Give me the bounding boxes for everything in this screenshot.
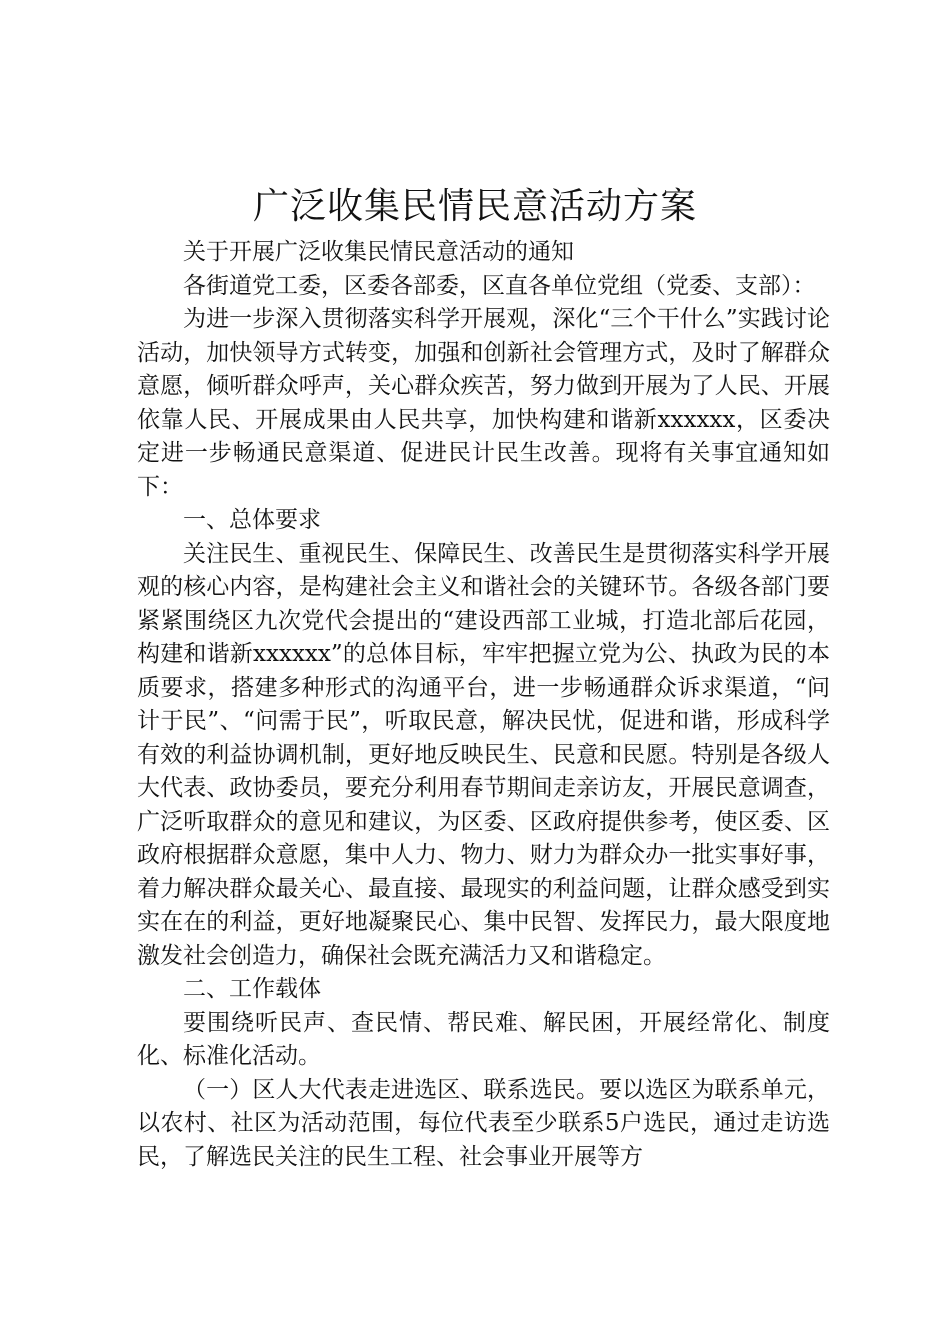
- intro-paragraph: 为进一步深入贯彻落实科学开展观，深化“三个干什么”实践讨论活动，加快领导方式转变，加强和创新社会管理方式，及时了解群众意愿，倾听群众呼声，关心群众疾苦，努力做到开展为了人民、开展依靠人民、开展成果由人民共享，加快构建和谐新xxxxxx，区委决定进一步畅通民意渠道、促进民计民生改善。现将有关事宜通知如下：: [137, 306, 830, 500]
- subsection-deputies-paragraph: （一）区人大代表走进选区、联系选民。要以选区为联系单元，以农村、社区为活动范围，每位代表至少联系5户选民，通过走访选民，了解选民关注的民生工程、社会事业开展等方: [137, 1076, 830, 1170]
- work-carriers-paragraph: 要围绕听民声、查民情、帮民难、解民困，开展经常化、制度化、标准化活动。: [137, 1009, 830, 1069]
- document-title: 广泛收集民情民意活动方案: [252, 186, 697, 227]
- notice-heading: 关于开展广泛收集民情民意活动的通知: [183, 239, 574, 265]
- section-heading-work-carriers: 二、工作载体: [183, 976, 321, 1002]
- document-body: [137, 236, 830, 1174]
- general-requirements-paragraph: 关注民生、重视民生、保障民生、改善民生是贯彻落实科学开展观的核心内容，是构建社会主义和谐社会的关键环节。各级各部门要紧紧围绕区九次党代会提出的“建设西部工业城，打造北部后花园，构建和谐新xxxxxx”的总体目标，牢牢把握立党为公、执政为民的本质要求，搭建多种形式的沟通平台，进一步畅通群众诉求渠道，“问计于民”、“问需于民”，听取民意，解决民忧，促进和谐，形成科学有效的利益协调机制，更好地反映民生、民意和民愿。特别是各级人大代表、政协委员，要充分利用春节期间走亲访友，开展民意调查，广泛听取群众的意见和建议，为区委、区政府提供参考，使区委、区政府根据群众意愿，集中人力、物力、财力为群众办一批实事好事，着力解决群众最关心、最直接、最现实的利益问题，让群众感受到实实在在的利益，更好地凝聚民心、集中民智、发挥民力，最大限度地激发社会创造力，确保社会既充满活力又和谐稳定。: [137, 540, 830, 969]
- section-heading-general-requirements: 一、总体要求: [183, 507, 321, 533]
- addressee-line: 各街道党工委，区委各部委，区直各单位党组（党委、支部）：: [183, 272, 816, 299]
